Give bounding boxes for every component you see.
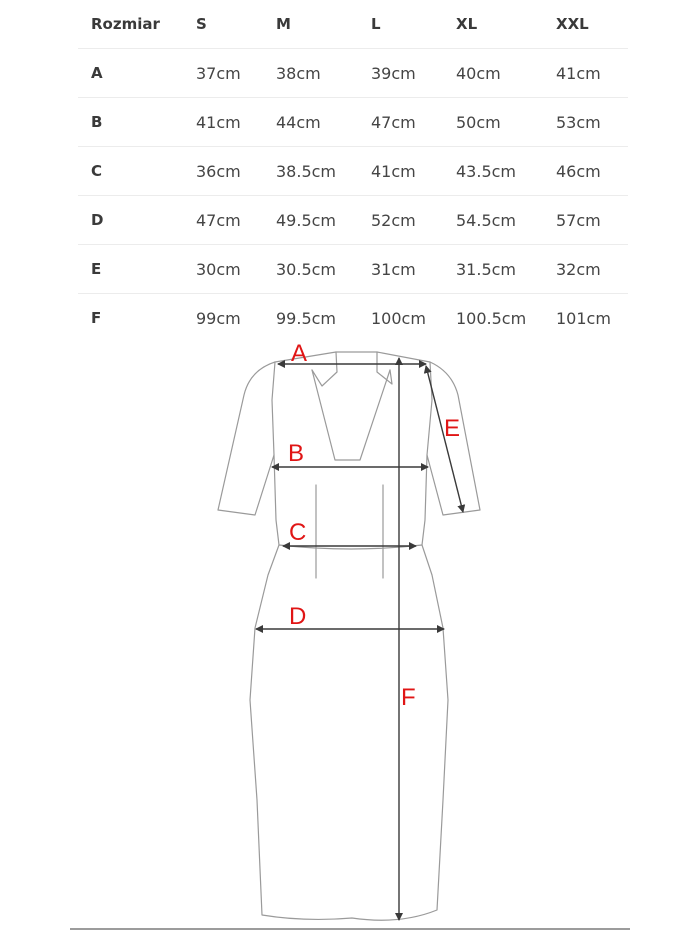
table-cell: 32cm [543, 245, 628, 294]
table-cell: 41cm [358, 147, 443, 196]
label-e: E [444, 415, 461, 442]
row-label: D [78, 196, 183, 245]
table-cell: 41cm [543, 49, 628, 98]
right-lapel-outline [377, 352, 392, 384]
table-cell: 49.5cm [263, 196, 358, 245]
label-c: C [289, 519, 307, 546]
table-cell: 40cm [443, 49, 543, 98]
header-size-xl: XL [443, 0, 543, 49]
label-b: B [288, 440, 305, 467]
table-cell: 99cm [196, 308, 241, 328]
header-size-m: M [263, 0, 358, 49]
table-cell: 46cm [543, 147, 628, 196]
dress-body-outline [250, 352, 448, 920]
left-lapel-outline [312, 352, 337, 386]
table-cell: 100cm [371, 308, 426, 328]
row-label: A [78, 49, 183, 98]
table-cell: 52cm [358, 196, 443, 245]
row-label: B [78, 98, 183, 147]
table-cell: 43.5cm [443, 147, 543, 196]
table-cell: 36cm [183, 147, 263, 196]
table-cell: 54.5cm [443, 196, 543, 245]
neckline-outline [312, 370, 390, 460]
row-label: E [78, 245, 183, 294]
table-cell: 31cm [358, 245, 443, 294]
header-size-s: S [183, 0, 263, 49]
table-cell: 100.5cm [456, 308, 527, 328]
header-size-label: Rozmiar [78, 0, 183, 49]
label-f: F [401, 684, 416, 711]
left-sleeve-outline [218, 362, 275, 515]
table-cell: 31.5cm [443, 245, 543, 294]
table-cell: 53cm [543, 98, 628, 147]
table-cell: 99.5cm [276, 308, 337, 328]
table-cell: 50cm [443, 98, 543, 147]
table-cell: 41cm [183, 98, 263, 147]
row-label: C [78, 147, 183, 196]
table-cell: 44cm [263, 98, 358, 147]
table-cell: 30.5cm [263, 245, 358, 294]
header-size-l: L [358, 0, 443, 49]
label-a: A [291, 340, 308, 367]
table-cell: 101cm [556, 308, 611, 328]
table-cell: 30cm [183, 245, 263, 294]
table-cell: 57cm [543, 196, 628, 245]
table-cell: 47cm [358, 98, 443, 147]
table-cell: 39cm [358, 49, 443, 98]
table-cell: 47cm [183, 196, 263, 245]
table-cell: 38cm [263, 49, 358, 98]
label-d: D [289, 603, 307, 630]
header-size-xxl: XXL [543, 0, 628, 49]
table-cell: 38.5cm [263, 147, 358, 196]
row-label: F [91, 309, 102, 327]
table-cell: 37cm [183, 49, 263, 98]
dress-outline [218, 352, 480, 920]
